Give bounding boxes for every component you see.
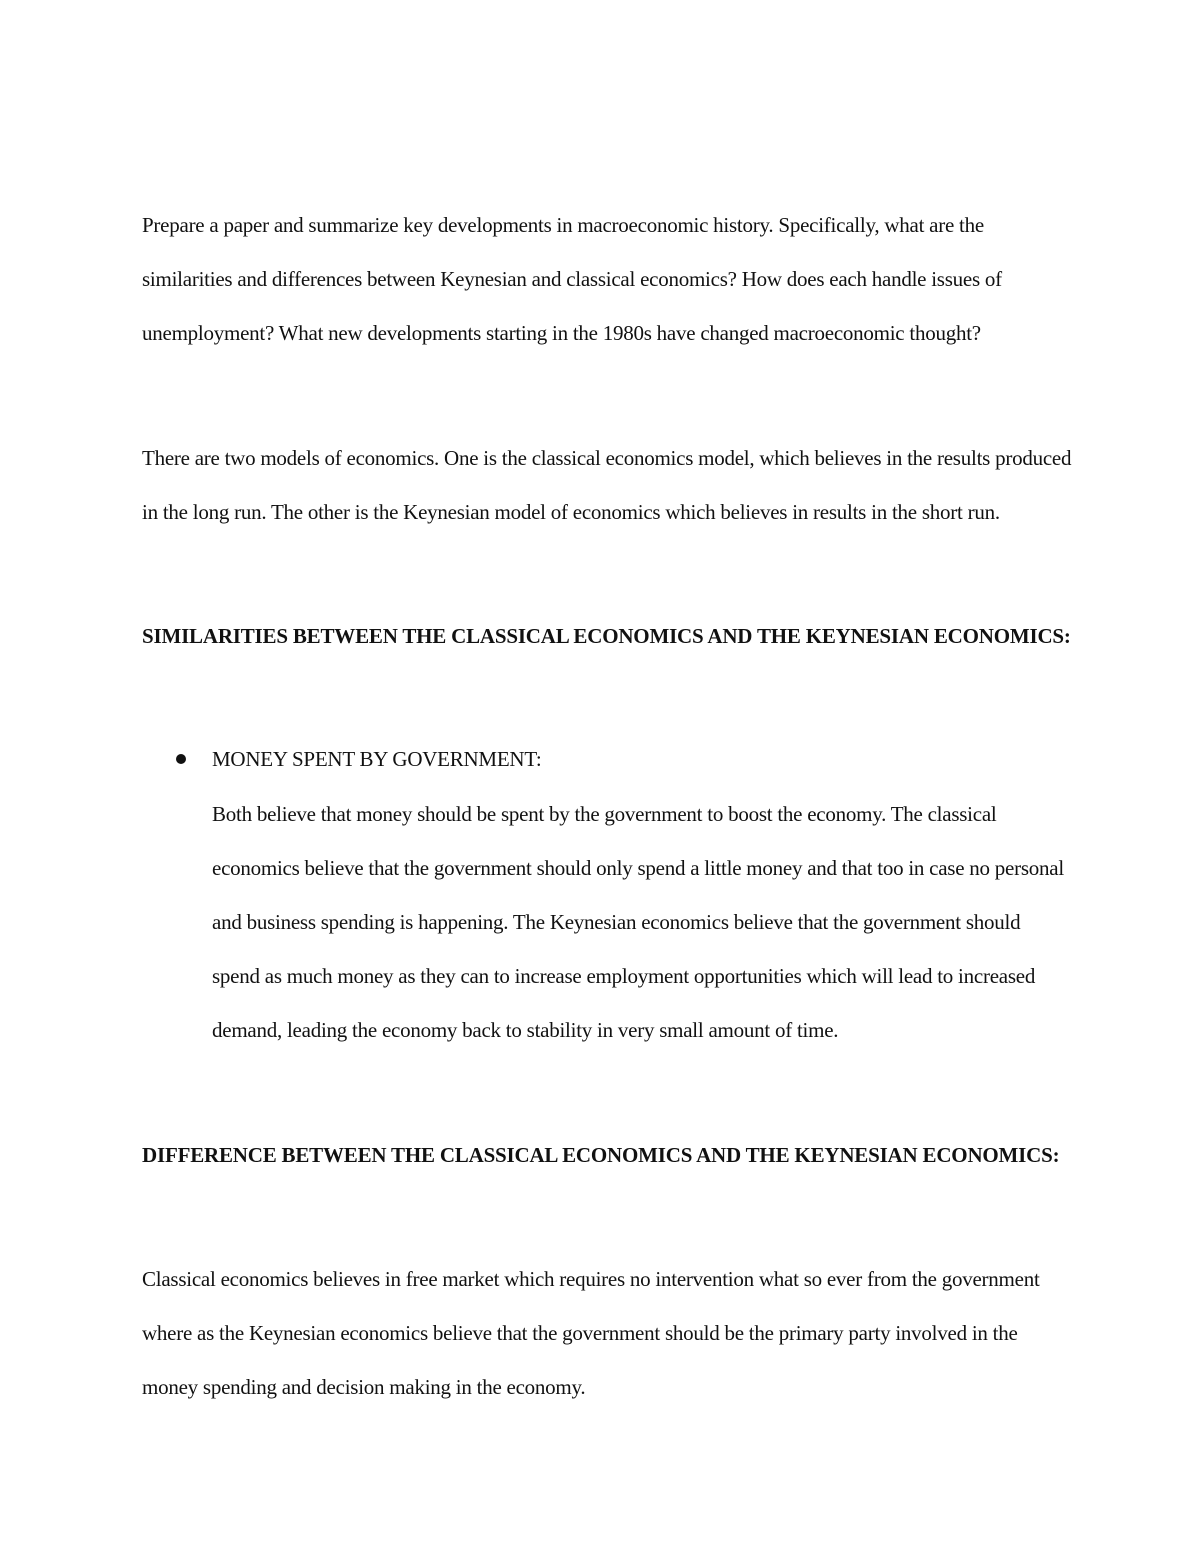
bullet-title: MONEY SPENT BY GOVERNMENT: bbox=[212, 747, 542, 771]
intro-paragraph: There are two models of economics. One is the classical economics model, which believes in the results produced in the long run. The other is the Keynesian model of economics which believes in results in the short run. bbox=[142, 446, 1072, 524]
bullet-dot-icon bbox=[176, 754, 186, 764]
similarities-heading: SIMILARITIES BETWEEN THE CLASSICAL ECONOMICS AND THE KEYNESIAN ECONOMICS: bbox=[142, 624, 1071, 648]
bullet-body-paragraph: Both believe that money should be spent by the government to boost the economy. The classical economics believe that the government should only spend a little money and that too in case no personal and business spending is happening. The Keynesian economics believe that the government should spend as much money as they can to increase employment opportunities which will lead to increased demand, leading the economy back to stability in very small amount of time. bbox=[212, 802, 1064, 1042]
prompt-paragraph: Prepare a paper and summarize key developments in macroeconomic history. Specifically, what are the similarities and differences between Keynesian and classical economics? How does each handle issues of unemployment? What new developments starting in the 1980s have changed macroeconomic thought? bbox=[142, 213, 1002, 345]
difference-paragraph: Classical economics believes in free market which requires no intervention what so ever from the government where as the Keynesian economics believe that the government should be the primary party involved in the money spending and decision making in the economy. bbox=[142, 1267, 1040, 1399]
difference-heading: DIFFERENCE BETWEEN THE CLASSICAL ECONOMICS AND THE KEYNESIAN ECONOMICS: bbox=[142, 1143, 1060, 1167]
